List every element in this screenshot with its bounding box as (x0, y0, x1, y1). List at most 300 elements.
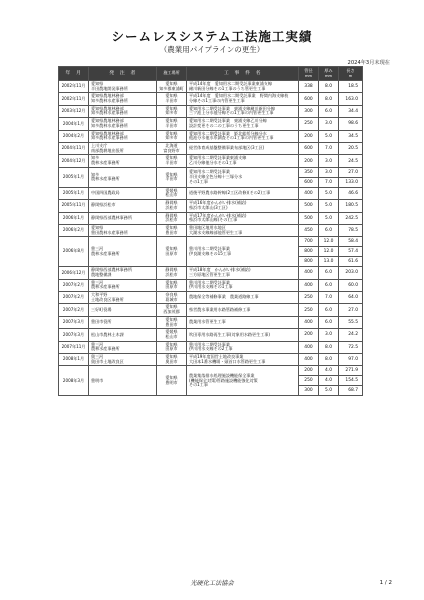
cell-place (157, 224, 187, 236)
cell-client-line: 農林水産事務所 (91, 346, 120, 352)
cell-work-line: 平成19年度国営土地改良事業 (189, 354, 244, 360)
cell-place (157, 304, 187, 316)
cell-client-line: 農林水産事務所 (91, 284, 120, 290)
cell-work-line: 三方原地区管更生工事 (189, 271, 230, 277)
cell-place (157, 316, 187, 328)
cell-client-line: 土地改良区事務所 (91, 296, 124, 302)
cell-diameter: 400 (299, 316, 319, 328)
cell-thickness: 8.0 (319, 93, 339, 105)
cell-place-line: 松山市 (165, 333, 178, 339)
cell-length: 97.0 (339, 354, 363, 366)
cell-client (89, 130, 157, 142)
cell-place-line: 半田市 (165, 122, 178, 128)
cell-work (187, 81, 299, 93)
cell-client-line: 豊三河 (91, 279, 104, 285)
cell-diameter: 400 (299, 279, 319, 291)
cell-work-line: 平成17年度かんがい排水(補給) (189, 212, 247, 218)
footer-organization: 光硬化工法協会 (190, 580, 234, 587)
cell-client (89, 105, 157, 117)
cell-thickness: 7.0 (319, 142, 339, 154)
cell-place-line: 静岡県 (165, 200, 178, 206)
cell-place (157, 354, 187, 366)
cell-year-month: 2007年2月 (59, 292, 89, 304)
cell-place-line: 愛知県 (165, 246, 178, 252)
cell-work-line: 県浜市太郎山線(その)工事 (189, 217, 238, 223)
cell-diameter: 250 (299, 292, 319, 304)
cell-work-line: 愛知用水二期受託事業 東浦支線乙川分線 (189, 118, 267, 124)
cell-thickness: 8.0 (319, 354, 339, 366)
cell-length: 271.9 (339, 366, 363, 376)
cell-client-line: 農地整備課 (91, 271, 112, 277)
cell-year-month: 2007年2月 (59, 279, 89, 291)
cell-client-line: 愛知県農地林務部 (91, 118, 124, 124)
cell-place (157, 167, 187, 187)
cell-work (187, 142, 299, 154)
cell-diameter: 300 (299, 386, 319, 396)
cell-place-line: 静岡県 (165, 212, 178, 218)
cell-length: 24.5 (339, 155, 363, 167)
cell-client-line: 知多 (91, 171, 100, 177)
cell-client (89, 155, 157, 167)
table-row (59, 200, 363, 212)
cell-place-line: 愛知県 (165, 155, 178, 161)
cell-work-line: 豊川用水二期受託事業 (189, 279, 230, 285)
cell-year-month: 2007年2月 (59, 304, 89, 316)
cell-diameter: 450 (299, 224, 319, 236)
cell-client (89, 354, 157, 366)
cell-work-line: 分線その1工事の内管更生工事 (189, 98, 245, 104)
cell-thickness: 3.0 (319, 118, 339, 130)
header-work: 工 事 件 名 (187, 67, 299, 81)
cell-work-line: 経営体育成基盤整備事業布部地区(3工区) (189, 145, 265, 151)
cell-client-line: 静岡県浜松市 (91, 202, 116, 208)
cell-thickness: 3.0 (319, 329, 339, 341)
table-body (59, 81, 363, 396)
header-diameter-label: 管径 (304, 67, 313, 73)
cell-client (89, 142, 157, 154)
cell-work-line: 伊川用水支線その1工事 (189, 284, 233, 290)
cell-diameter: 800 (299, 257, 319, 267)
cell-diameter: 500 (299, 200, 319, 212)
cell-length: 78.5 (339, 224, 363, 236)
cell-place-line: 浜松市 (165, 204, 178, 210)
cell-thickness: 12.0 (319, 237, 339, 247)
cell-thickness: 6.0 (319, 279, 339, 291)
cell-place-line: 知多市 (165, 135, 178, 141)
header-thickness (319, 67, 339, 81)
cell-work-line: 平成14年度 愛知用水二期受託事業 野間内海支線枝 (189, 93, 289, 99)
table-row (59, 167, 363, 177)
cell-work-line: 他池分水他水系調査その1工事の内管更生工事 (189, 135, 274, 141)
cell-place-line: 田原市 (165, 284, 178, 290)
cell-client-line: 豊田農林水産事務所 (91, 229, 128, 235)
cell-length: 68.7 (339, 386, 363, 396)
cell-thickness: 6.0 (319, 105, 339, 117)
cell-client (89, 279, 157, 291)
cell-year-month: 2006年8月 (59, 237, 89, 267)
cell-work (187, 304, 299, 316)
cell-place-line: 愛知県 (165, 316, 178, 322)
cell-client-line: 豊明市 (91, 377, 104, 383)
table-row (59, 316, 363, 328)
cell-place-line: 浜松市 (165, 271, 178, 277)
cell-diameter: 200 (299, 366, 319, 376)
table-row (59, 93, 363, 105)
cell-client-line: 豊三河 (91, 341, 104, 347)
cell-work-line: 平成14年度 愛知用水二期受託事業東浦支線 (189, 80, 272, 86)
header-year-month: 年 月 (59, 67, 89, 81)
cell-client-line: 愛知県 (91, 80, 104, 86)
cell-length: 133.0 (339, 177, 363, 187)
cell-work-line: 平成16年度かんがい排水(補給) (189, 200, 247, 206)
cell-client (89, 200, 157, 212)
cell-length: 61.6 (339, 257, 363, 267)
cell-thickness: 13.0 (319, 257, 339, 267)
cell-diameter: 400 (299, 187, 319, 199)
cell-year-month: 2004年11月 (59, 142, 89, 154)
cell-work-line: その1工事 (189, 178, 208, 184)
cell-work-line: 農業集落排水処理施設機能保全事業 (189, 372, 255, 378)
cell-thickness: 7.0 (319, 177, 339, 187)
cell-work-line: 大田本1番水機場・頭首口水管路更生工事 (189, 358, 266, 364)
cell-work-line: 平成18年度 かんがい排水(補給) (189, 267, 251, 273)
cell-length: 154.5 (339, 376, 363, 386)
cell-client-line: 農林水産事務所 (91, 250, 120, 256)
cell-length: 60.0 (339, 279, 363, 291)
cell-place-line: 半田市 (165, 160, 178, 166)
cell-year-month: 2006年2月 (59, 224, 89, 236)
cell-client-line: 愛知県農地林務部 (91, 105, 124, 111)
cell-length: 18.5 (339, 81, 363, 93)
cell-work (187, 279, 299, 291)
table-row (59, 187, 363, 199)
cell-thickness: 4.0 (319, 376, 339, 386)
table-row (59, 304, 363, 316)
cell-year-month: 2005年1月 (59, 187, 89, 199)
cell-year-month: 2003年12月 (59, 105, 89, 117)
cell-work (187, 341, 299, 353)
cell-place-line: 知多郡東浦町 (159, 85, 184, 91)
cell-year-month: 2007年11月 (59, 341, 89, 353)
cell-diameter: 500 (299, 212, 319, 224)
cell-length: 72.5 (339, 341, 363, 353)
cell-place-line: 豊明市 (165, 379, 178, 385)
cell-work (187, 237, 299, 267)
page-title: シームレスシステム工法施工実績 (111, 29, 313, 44)
cell-work-line: その1工事 (189, 382, 208, 388)
cell-length: 98.6 (339, 118, 363, 130)
cell-place (157, 93, 187, 105)
cell-place (157, 267, 187, 279)
cell-work (187, 354, 299, 366)
table-row (59, 292, 363, 304)
cell-place-line: 田原市 (165, 346, 178, 352)
cell-length: 180.5 (339, 200, 363, 212)
cell-year-month: 2004年12月 (59, 155, 89, 167)
cell-place-line: 愛知県 (165, 354, 178, 360)
cell-year-month: 2006年12月 (59, 267, 89, 279)
header-diameter-unit: mm (304, 73, 312, 78)
cell-diameter: 600 (299, 142, 319, 154)
cell-place-line: 知多市 (165, 110, 178, 116)
cell-place-line: 愛知県 (165, 80, 178, 86)
header-thickness-label: 厚み (324, 67, 333, 73)
cell-work-line: (機能保全対策)管路施設機能強化対策 (189, 377, 258, 383)
header-thickness-unit: mm (324, 73, 332, 78)
cell-client (89, 366, 157, 396)
cell-place-line: 愛知県 (165, 304, 178, 310)
cell-place-line: 浜松市 (165, 217, 178, 223)
cell-place (157, 81, 187, 93)
cell-client-line: 愛知県農地林務部 (91, 130, 124, 136)
cell-work (187, 292, 299, 304)
cell-thickness: 7.0 (319, 292, 339, 304)
cell-work (187, 224, 299, 236)
header-length-unit: m (348, 73, 353, 78)
cell-place (157, 237, 187, 267)
cell-length: 163.0 (339, 93, 363, 105)
cell-length: 24.2 (339, 329, 363, 341)
cell-thickness: 5.0 (319, 187, 339, 199)
table-row (59, 118, 363, 130)
cell-work (187, 93, 299, 105)
cell-work-line: 愛知用水二期受託事業東浦支線 (189, 155, 247, 161)
cell-place-line: 半田市 (165, 98, 178, 104)
cell-work (187, 316, 299, 328)
cell-work-line: 豊田地区地用水地区 (189, 224, 226, 230)
table-row (59, 354, 363, 366)
cell-work-line: 伊川用水支線その2工事 (189, 346, 233, 352)
page-number: 1 / 2 (379, 580, 392, 586)
cell-place (157, 105, 187, 117)
table-row (59, 237, 363, 247)
cell-length: 46.6 (339, 187, 363, 199)
cell-year-month: 2002年11月 (59, 81, 89, 93)
cell-place-line: 北海道 (165, 142, 178, 148)
cell-thickness: 6.0 (319, 304, 339, 316)
cell-place (157, 187, 187, 199)
cell-work-line: 愛知用水二期受託事業 (189, 169, 230, 175)
cell-client (89, 292, 157, 304)
cell-place (157, 212, 187, 224)
cell-length: 58.4 (339, 237, 363, 247)
cell-diameter: 250 (299, 118, 319, 130)
cell-work-line: 伊良湖支線その15工事 (189, 250, 232, 256)
cell-work (187, 187, 299, 199)
cell-client-line: 三好町役場 (91, 306, 112, 312)
cell-work-line: 緒川新田分線その1工事のうち管更生工事 (189, 85, 266, 91)
cell-place (157, 329, 187, 341)
cell-client (89, 237, 157, 267)
cell-work-line: 半田支線全色分線十三塚分水 (189, 173, 243, 179)
cell-client (89, 304, 157, 316)
cell-work (187, 267, 299, 279)
table-row (59, 329, 363, 341)
cell-client-line: 豊三河 (91, 246, 104, 252)
table-row (59, 155, 363, 167)
cell-client-line: 南部農耕地出張所 (91, 147, 124, 153)
cell-client (89, 93, 157, 105)
cell-client-line: 中国四国農政局 (91, 190, 120, 196)
cell-thickness: 12.0 (319, 247, 339, 257)
cell-work (187, 155, 299, 167)
cell-thickness: 5.0 (319, 200, 339, 212)
cell-place-line: 愛知県 (165, 341, 178, 347)
cell-work-line: 農業用水管更生工事 (189, 319, 226, 325)
cell-client-line: 半田農地開発事務所 (91, 85, 128, 91)
cell-place-line: 富良野市 (163, 147, 180, 153)
cell-year-month: 2002年11月 (59, 93, 89, 105)
cell-client (89, 81, 157, 93)
cell-thickness: 6.0 (319, 267, 339, 279)
cell-year-month: 2006年1月 (59, 212, 89, 224)
cell-work (187, 212, 299, 224)
cell-client (89, 329, 157, 341)
cell-diameter: 200 (299, 155, 319, 167)
cell-place (157, 341, 187, 353)
cell-place-line: 松山市 (165, 192, 178, 198)
cell-length: 55.5 (339, 316, 363, 328)
cell-client-line: 奥田市土地改良区 (91, 358, 124, 364)
cell-year-month: 2008年3月 (59, 366, 89, 396)
cell-diameter: 300 (299, 105, 319, 117)
header-length (339, 67, 363, 81)
cell-length: 27.0 (339, 304, 363, 316)
cell-length: 27.0 (339, 167, 363, 177)
cell-client (89, 187, 157, 199)
cell-client-line: 松山市農林土木課 (91, 331, 124, 337)
cell-client-line: 静岡県西部農林事務所 (91, 214, 132, 220)
cell-place-line: 葛城市 (165, 296, 178, 302)
cell-place (157, 118, 187, 130)
cell-length: 203.0 (339, 267, 363, 279)
cell-client-line: 知多農林水産事務所 (91, 110, 128, 116)
header-place: 施工場所 (157, 67, 187, 81)
cell-diameter: 200 (299, 329, 319, 341)
cell-work (187, 105, 299, 117)
cell-client-line: 知多 (91, 155, 100, 161)
cell-year-month: 2007年3月 (59, 316, 89, 328)
cell-client (89, 341, 157, 353)
cell-place-line: 愛知県 (165, 279, 178, 285)
cell-diameter: 250 (299, 376, 319, 386)
cell-length: 34.4 (339, 105, 363, 117)
table-row (59, 341, 363, 353)
cell-diameter: 400 (299, 267, 319, 279)
cell-place-line: 田原市 (165, 250, 178, 256)
cell-work (187, 167, 299, 187)
cell-place-line: 愛媛県 (165, 329, 178, 335)
header-diameter (299, 67, 319, 81)
page-subtitle: （農業用パイプラインの更生） (159, 45, 265, 54)
cell-work-line: 農地保全等補修事業 農業道路線工事 (189, 294, 259, 300)
cell-place-line: 西加茂郡 (163, 309, 180, 315)
cell-client-line: 愛知県農地林務部 (91, 93, 124, 99)
table-row (59, 105, 363, 117)
table-row (59, 142, 363, 154)
cell-work-line: 道後平野農水路幹線(2工区改修)(その2)工事 (189, 190, 271, 196)
cell-thickness: 8.0 (319, 341, 339, 353)
cell-place (157, 155, 187, 167)
table-row (59, 366, 363, 376)
cell-place-line: 豊田市 (165, 321, 178, 327)
cell-work (187, 366, 299, 396)
cell-diameter: 800 (299, 247, 319, 257)
cell-client-line: 愛知県 (91, 224, 104, 230)
cell-year-month: 2008年1月 (59, 354, 89, 366)
cell-work-line: 県浜市太郎山(3工区) (189, 204, 228, 210)
cell-client-line: 静岡県西部農林事務所 (91, 267, 132, 273)
cell-client (89, 167, 157, 187)
cell-place (157, 142, 187, 154)
cell-work (187, 200, 299, 212)
cell-diameter: 600 (299, 93, 319, 105)
as-of-date: 2024年3月末現在 (347, 60, 390, 66)
cell-length: 64.0 (339, 292, 363, 304)
cell-work (187, 130, 299, 142)
cell-client-line: 豊田市役所 (91, 319, 112, 325)
cell-client (89, 224, 157, 236)
cell-diameter: 600 (299, 177, 319, 187)
cell-thickness: 6.0 (319, 316, 339, 328)
cell-client-line: 知多農林水産事務所 (91, 122, 128, 128)
table-row (59, 224, 363, 236)
cell-place-line: 半田市 (165, 176, 178, 182)
cell-thickness: 4.0 (319, 366, 339, 376)
table-row (59, 212, 363, 224)
cell-diameter: 200 (299, 130, 319, 142)
table-row (59, 130, 363, 142)
cell-work-line: 三ツ池上分水他分線その1工事の内管更生工事 (189, 110, 274, 116)
cell-work-line: 愛知用水二期受託事業 東浦支線緒川新田分線 (189, 105, 275, 111)
cell-diameter: 700 (299, 237, 319, 247)
cell-client (89, 212, 157, 224)
cell-place (157, 366, 187, 396)
cell-work-line: 豊川用水二期受託事業 (189, 246, 230, 252)
cell-work-line: 県営農水事業用水路管路補修工事 (189, 306, 251, 312)
cell-place (157, 200, 187, 212)
cell-place-line: 愛知県 (165, 105, 178, 111)
cell-work-line: 豊川用水二期受託事業 (189, 341, 230, 347)
cell-place-line: 愛知県 (165, 93, 178, 99)
cell-client-line: 農林水産事務所 (91, 176, 120, 182)
cell-place-line: 奥田市 (165, 358, 178, 364)
cell-year-month: 2005年1月 (59, 167, 89, 187)
cell-thickness: 6.0 (319, 224, 339, 236)
cell-work-line: 吹田専用水路再生工事(対象用水路更生工事) (189, 331, 270, 337)
cell-diameter: 250 (299, 304, 319, 316)
table-header-row (59, 67, 363, 81)
cell-length: 57.4 (339, 247, 363, 257)
header-client: 発 注 者 (89, 67, 157, 81)
cell-place-line: 静岡県 (165, 267, 178, 273)
results-table (58, 66, 363, 396)
cell-diameter: 338 (299, 81, 319, 93)
cell-thickness: 8.0 (319, 81, 339, 93)
cell-place (157, 292, 187, 304)
cell-place-line: 愛知県 (165, 130, 178, 136)
cell-work-line: 大湖水支線線部他管更生工事 (189, 229, 243, 235)
cell-client-line: 奥三河 (91, 354, 104, 360)
cell-length: 20.5 (339, 142, 363, 154)
table-row (59, 81, 363, 93)
cell-work (187, 118, 299, 130)
cell-thickness: 5.0 (319, 212, 339, 224)
cell-client-line: 上川支庁 (91, 142, 108, 148)
cell-work (187, 329, 299, 341)
table-row (59, 279, 363, 291)
cell-client (89, 118, 157, 130)
